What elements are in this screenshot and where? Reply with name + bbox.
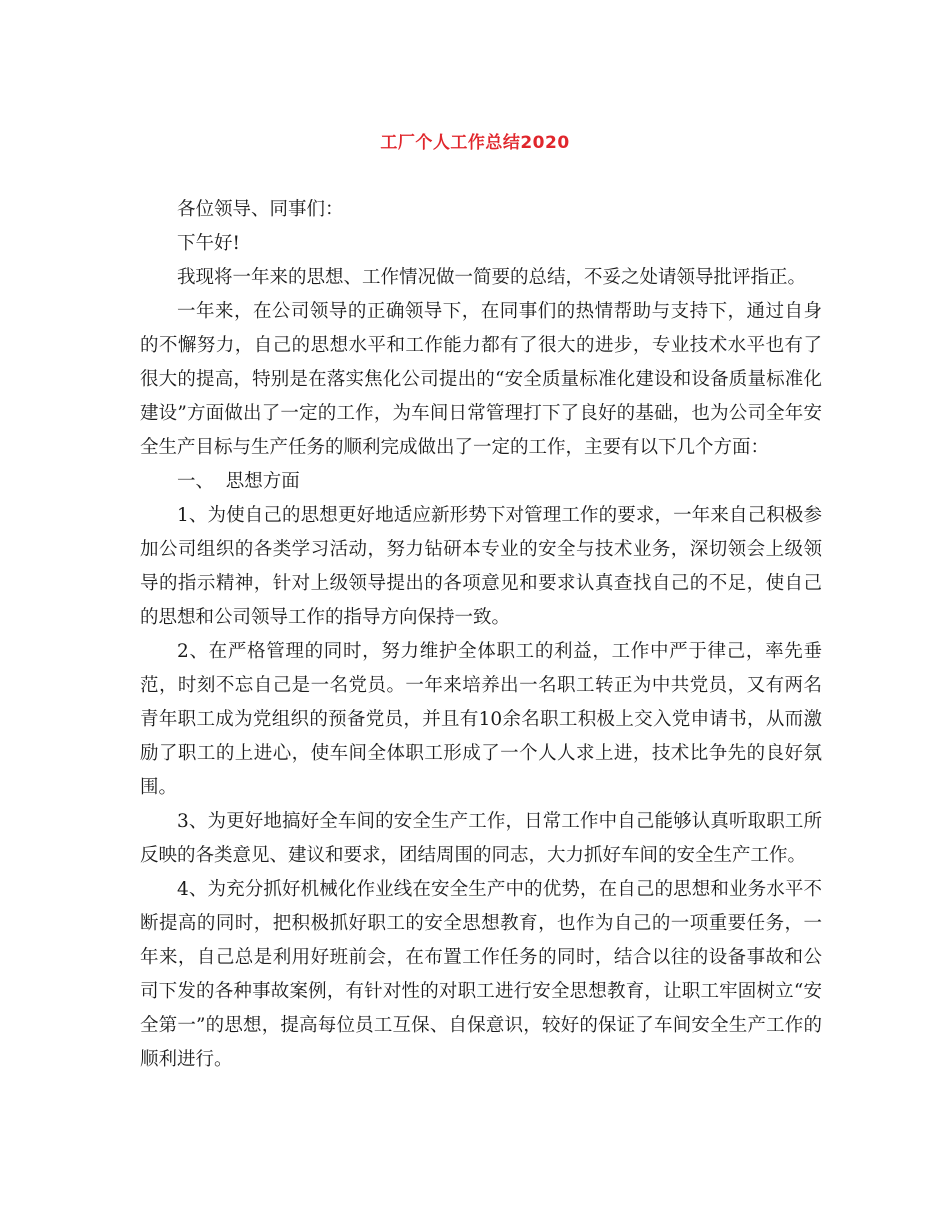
document-body	[140, 193, 822, 1077]
paragraph-item-4: 4、为充分抓好机械化作业线在安全生产中的优势，在自己的思想和业务水平不断提高的同时，把积极抓好职工的安全思想教育，也作为自己的一项重要任务，一年来，自己总是利用好班前会，在布置工作任务的同时，结合以往的设备事故和公司下发的各种事故案例，有针对性的对职工进行安全思想教育，让职工牢固树立“安全第一”的思想，提高每位员工互保、自保意识，较好的保证了车间安全生产工作的顺利进行。	[140, 879, 822, 1070]
paragraph-intro: 我现将一年来的思想、工作情况做一简要的总结，不妥之处请领导批评指正。	[177, 267, 807, 288]
paragraph-greeting: 各位领导、同事们：	[177, 199, 344, 220]
paragraph-item-1: 1、为使自己的思想更好地适应新形势下对管理工作的要求，一年来自己积极参加公司组织的各类学习活动，努力钻研本专业的安全与技术业务，深切领会上级领导的指示精神，针对上级领导提出的各项意见和要求认真查找自己的不足，使自己的思想和公司领导工作的指导方向保持一致。	[140, 505, 822, 628]
paragraph-overview: 一年来，在公司领导的正确领导下，在同事们的热情帮助与支持下，通过自身的不懈努力，自己的思想水平和工作能力都有了很大的进步，专业技术水平也有了很大的提高，特别是在落实焦化公司提出的“安全质量标准化建设和设备质量标准化建设”方面做出了一定的工作，为车间日常管理打下了良好的基础，也为公司全年安全生产目标与生产任务的顺利完成做出了一定的工作，主要有以下几个方面：	[140, 301, 822, 458]
paragraph-item-2: 2、在严格管理的同时，努力维护全体职工的利益，工作中严于律己，率先垂范，时刻不忘自己是一名党员。一年来培养出一名职工转正为中共党员，又有两名青年职工成为党组织的预备党员，并且有10余名职工积极上交入党申请书，从而激励了职工的上进心，使车间全体职工形成了一个人人求上进，技术比争先的良好氛围。	[140, 641, 822, 798]
paragraph-good-afternoon: 下午好!	[177, 233, 240, 254]
section-heading-thought: 一、 思想方面	[177, 471, 300, 492]
document-title: 工厂个人工作总结2020	[380, 133, 570, 153]
paragraph-item-3: 3、为更好地搞好全车间的安全生产工作，日常工作中自己能够认真听取职工所反映的各类意见、建议和要求，团结周围的同志，大力抓好车间的安全生产工作。	[140, 811, 822, 866]
